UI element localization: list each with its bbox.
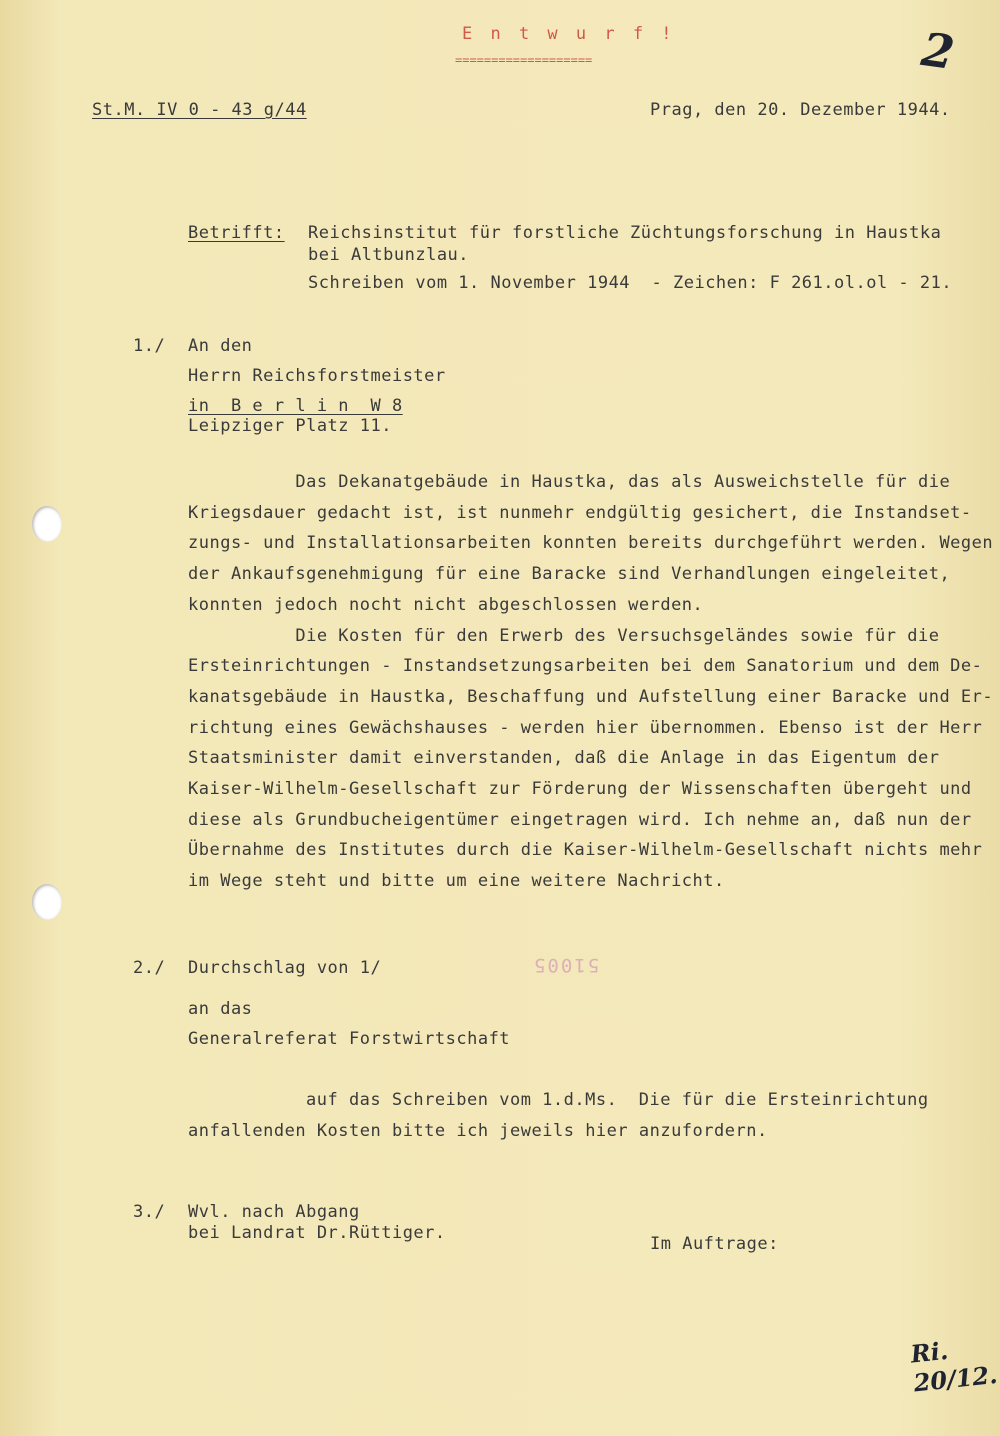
- body-line: Ersteinrichtungen - Instandsetzungsarbeiten bei dem Sanatorium und dem De-: [188, 656, 983, 677]
- subject-label: Betrifft:: [188, 223, 285, 243]
- address-line-3: in B e r l i n W 8: [188, 396, 403, 416]
- item-2-body-2: anfallenden Kosten bitte ich jeweils hier anzufordern.: [188, 1121, 768, 1141]
- letter-date: Prag, den 20. Dezember 1944.: [650, 100, 951, 120]
- subject-line-1: Reichsinstitut für forstliche Züchtungsforschung in Haustka: [308, 223, 942, 243]
- address-line-2: Herrn Reichsforstmeister: [188, 366, 446, 386]
- address-line-1: An den: [188, 336, 253, 356]
- body-line: diese als Grundbucheigentümer eingetragen wird. Ich nehme an, daß nun der: [188, 809, 972, 830]
- item-2-number: 2./: [133, 958, 166, 978]
- item-2-line-2: an das: [188, 999, 253, 1019]
- item-2-line-3: Generalreferat Forstwirtschaft: [188, 1029, 511, 1049]
- item-2-body-1: auf das Schreiben vom 1.d.Ms. Die für die Ersteinrichtung: [306, 1090, 929, 1110]
- body-line: kanatsgebäude in Haustka, Beschaffung und Aufstellung einer Baracke und Er-: [188, 686, 994, 707]
- body-line: Übernahme des Institutes durch die Kaiser-Wilhelm-Gesellschaft nichts mehr: [188, 840, 983, 861]
- draft-heading: E n t w u r f !: [462, 24, 676, 44]
- body-line: Das Dekanatgebäude in Haustka, das als Ausweichstelle für die: [188, 472, 951, 492]
- item-3-line-2: bei Landrat Dr.Rüttiger.: [188, 1223, 446, 1243]
- page-number-handwritten: 2: [918, 22, 958, 80]
- body-line: zungs- und Installationsarbeiten konnten bereits durchgeführt werden. Wegen: [188, 533, 994, 554]
- body-line: der Ankaufsgenehmigung für eine Baracke sind Verhandlungen eingeleitet,: [188, 564, 951, 585]
- item-3-line-1: Wvl. nach Abgang: [188, 1202, 360, 1222]
- body-line: konnten jedoch nocht nicht abgeschlossen werden.: [188, 594, 704, 615]
- subject-line-2: bei Altbunzlau.: [308, 245, 470, 265]
- body-line: richtung eines Gewächshauses - werden hier übernommen. Ebenso ist der Herr: [188, 717, 983, 738]
- body-line: Kaiser-Wilhelm-Gesellschaft zur Förderung der Wissenschaften übergeht und: [188, 779, 972, 800]
- faint-stamp: 51005: [532, 954, 600, 976]
- address-line-4: Leipziger Platz 11.: [188, 416, 392, 436]
- body-line: Staatsminister damit einverstanden, daß die Anlage in das Eigentum der: [188, 748, 940, 769]
- handwritten-initials: Ri. 20/12.: [909, 1335, 999, 1398]
- subject-line-3: Schreiben vom 1. November 1944 - Zeichen: F 261.ol.ol - 21.: [308, 273, 953, 293]
- draft-heading-rule: ===================: [455, 53, 593, 67]
- signoff: Im Auftrage:: [650, 1234, 779, 1254]
- body-line: Kriegsdauer gedacht ist, ist nunmehr endgültig gesichert, die Instandset-: [188, 502, 972, 523]
- item-1-number: 1./: [133, 336, 166, 356]
- item-2-line-1: Durchschlag von 1/: [188, 958, 382, 978]
- body-line: Die Kosten für den Erwerb des Versuchsgeländes sowie für die: [188, 625, 940, 646]
- body-line: im Wege steht und bitte um eine weitere Nachricht.: [188, 871, 725, 892]
- punch-hole-bottom: [32, 884, 62, 920]
- item-1-body: [188, 467, 993, 897]
- item-3-number: 3./: [133, 1202, 166, 1222]
- punch-hole-top: [32, 506, 62, 542]
- reference-number: St.M. IV 0 - 43 g/44: [92, 100, 307, 120]
